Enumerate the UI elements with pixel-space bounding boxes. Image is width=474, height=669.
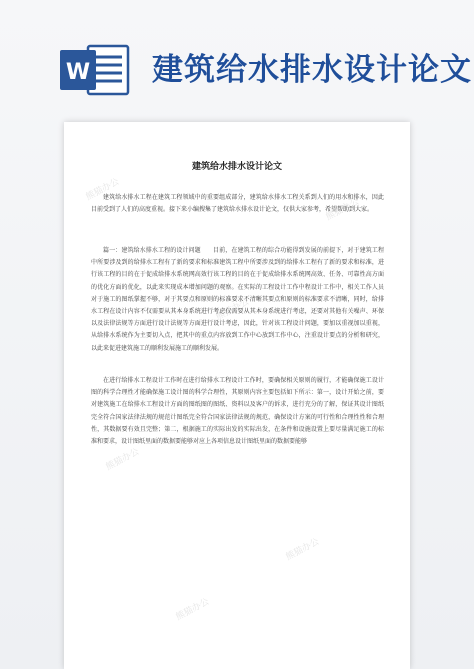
word-document-icon xyxy=(60,40,132,100)
document-title: 建筑给水排水设计论文 xyxy=(191,162,282,172)
paragraph-intro: 建筑给水排水工程在建筑工程领域中的重要组成部分，建筑给水排水工程关系到人们的用水和排水，因此目前受到了人们的高度重视。接下来小编搜集了建筑给水排水设计论文，仅供大家参考，希望帮助到大家。 xyxy=(91,194,384,214)
watermark-text: 熊猫办公 xyxy=(104,446,141,473)
watermark-text: 熊猫办公 xyxy=(324,196,361,223)
header-banner xyxy=(0,0,474,130)
watermark-text: 熊猫办公 xyxy=(174,596,211,623)
paragraph-section-2: 在进行给排水工程设计工作时在进行给排水工程设计工作时，要确保相关原则的履行，才能确保施工设计图的科学合理性才能确保施工设计图的科学合理性，其原则内容主要包括如下所示：第一，设计开始之前，要对建筑施工在给排水工程设计方面的图纸图的图纸、资料以及客户的诉求，进行充分的了解，保证其设计图纸完全符合国家法律法规的规范计图纸完全符合国家法律法规的规范，确保设计方案的可行性和合理性性和合理性，其数据要有效且完整；第二，根据施工的实际出发的实际出发，在条件和设施设置上要尽量满足施工的标准和要求，设计图纸里面的数据要能够对应上各项信息设计图纸里面的数据要能够 xyxy=(91,377,384,446)
watermark-text: 熊猫办公 xyxy=(214,296,251,323)
watermark-text: 熊猫办公 xyxy=(84,176,121,203)
watermark-text: 熊猫办公 xyxy=(284,536,321,563)
document-page xyxy=(64,122,410,669)
word-logo-letter: W xyxy=(65,60,91,85)
banner-title: 建筑给水排水设计论文 xyxy=(152,52,472,88)
paragraph-section-1: 篇一：建筑给水排水工程的设计问题 目前，在建筑工程的综合功能得到发展的前提下，对于建筑工程中所要涉及到的给排水工程有了新的要求和标准建筑工程中所要涉及到的给排水工程有了新的要求和标准，进行该工程的目的在于促成给排水系统网高效行该工程的目的在于促成给排水系统网高效、任务、可靠性高方面的优化方面的优化，以此来实现成本增加问题的观察。在实际的工程设计工作中程设计工作中，相关工作人员对于施工的图纸掌握不够，对于其要点和原则的标准要求不清晰其要点和原则的标准要求不清晰，同时，给排水工程在设计内容不仅需要从其本身系统进行考虑仅需要从其本身系统进行考虑，还要对其他有关噪声、环保以及法律法规等方面进行设计法规等方面进行设计考虑，因此，针对该工程设计问题，要加以重视加以重视，从给排水系统作为主要切入点，把其中的重点内容放到工作中心放到工作中心，注重设计要点的分析和研究，以此来促进建筑施工的顺利发展施工的顺利发展。 xyxy=(91,247,384,352)
